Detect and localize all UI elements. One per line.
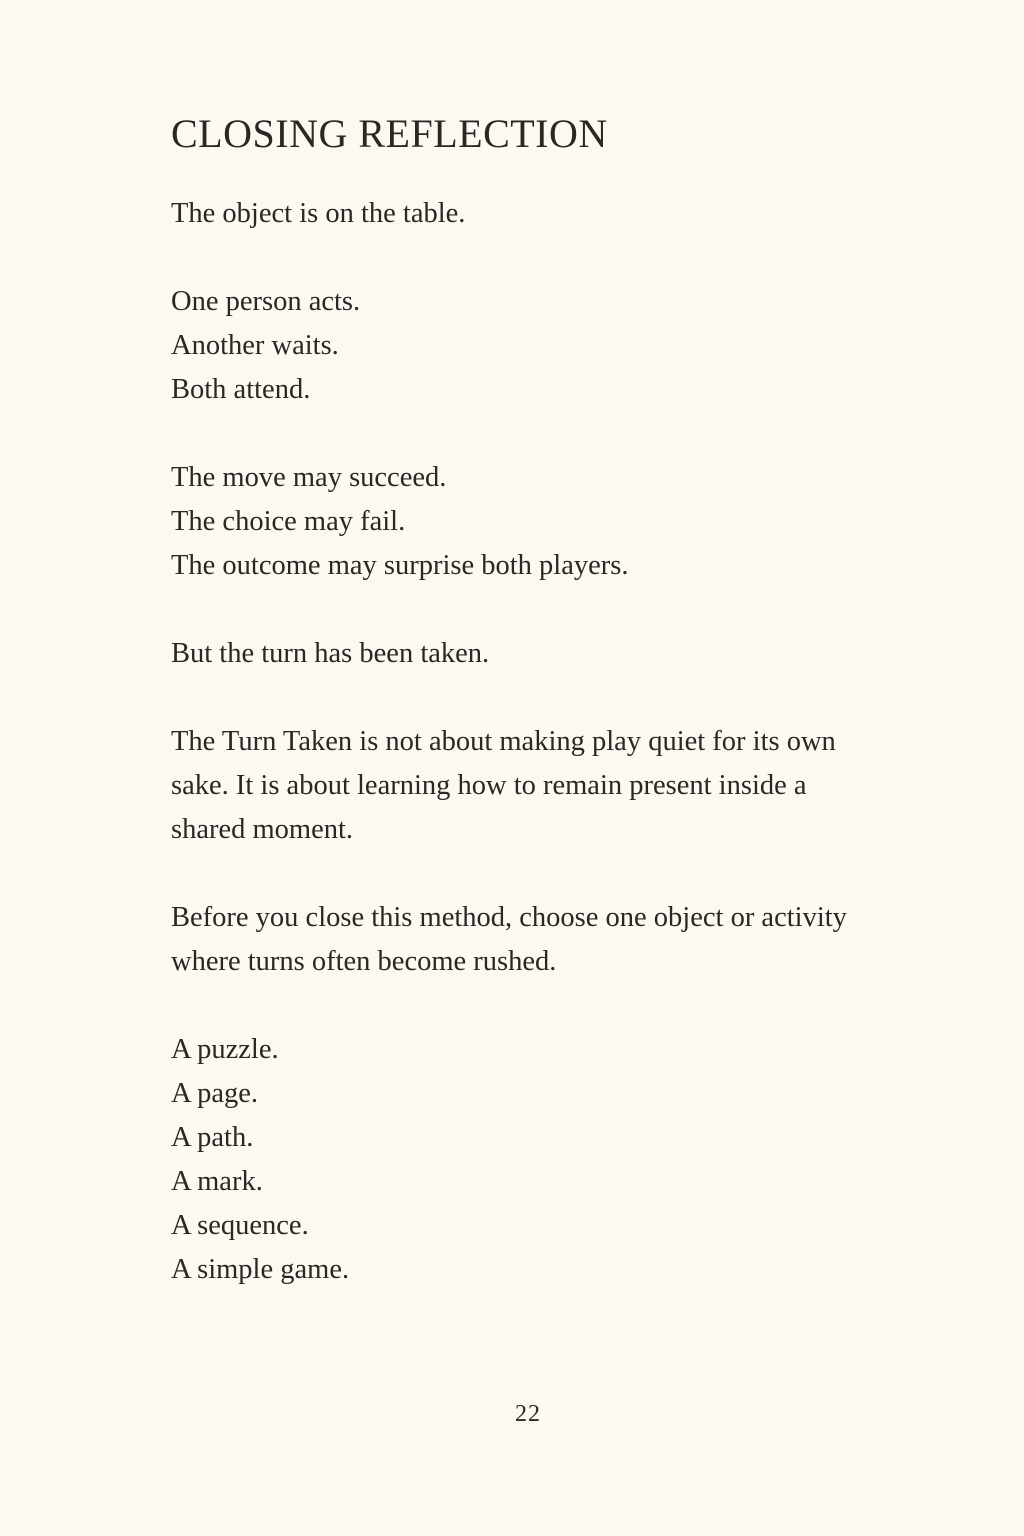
text-line: A mark. (171, 1166, 263, 1197)
paragraph (171, 456, 861, 588)
text-line: sake. It is about learning how to remain present inside a (171, 770, 807, 801)
text-line: Both attend. (171, 374, 311, 405)
text-line: The object is on the table. (171, 198, 466, 229)
text-line: One person acts. (171, 286, 361, 317)
body-text (171, 192, 861, 1336)
paragraph (171, 192, 861, 236)
page-number: 22 (515, 1401, 541, 1427)
text-line: where turns often become rushed. (171, 946, 557, 977)
paragraph (171, 720, 861, 852)
text-line: A puzzle. (171, 1034, 279, 1065)
text-line: The Turn Taken is not about making play quiet for its own (171, 726, 836, 757)
text-line: The outcome may surprise both players. (171, 550, 629, 581)
text-line: A sequence. (171, 1210, 309, 1241)
paragraph (171, 280, 861, 412)
text-line: But the turn has been taken. (171, 638, 490, 669)
paragraph (171, 896, 861, 984)
text-line: Before you close this method, choose one object or activity (171, 902, 847, 933)
text-line: Another waits. (171, 330, 339, 361)
text-line: shared moment. (171, 814, 354, 845)
text-line: The move may succeed. (171, 462, 447, 493)
paragraph (171, 632, 861, 676)
text-line: A path. (171, 1122, 254, 1153)
paragraph (171, 1028, 861, 1292)
text-line: The choice may fail. (171, 506, 406, 537)
text-line: A simple game. (171, 1254, 350, 1285)
text-line: A page. (171, 1078, 259, 1109)
chapter-title: CLOSING REFLECTION (171, 111, 608, 156)
